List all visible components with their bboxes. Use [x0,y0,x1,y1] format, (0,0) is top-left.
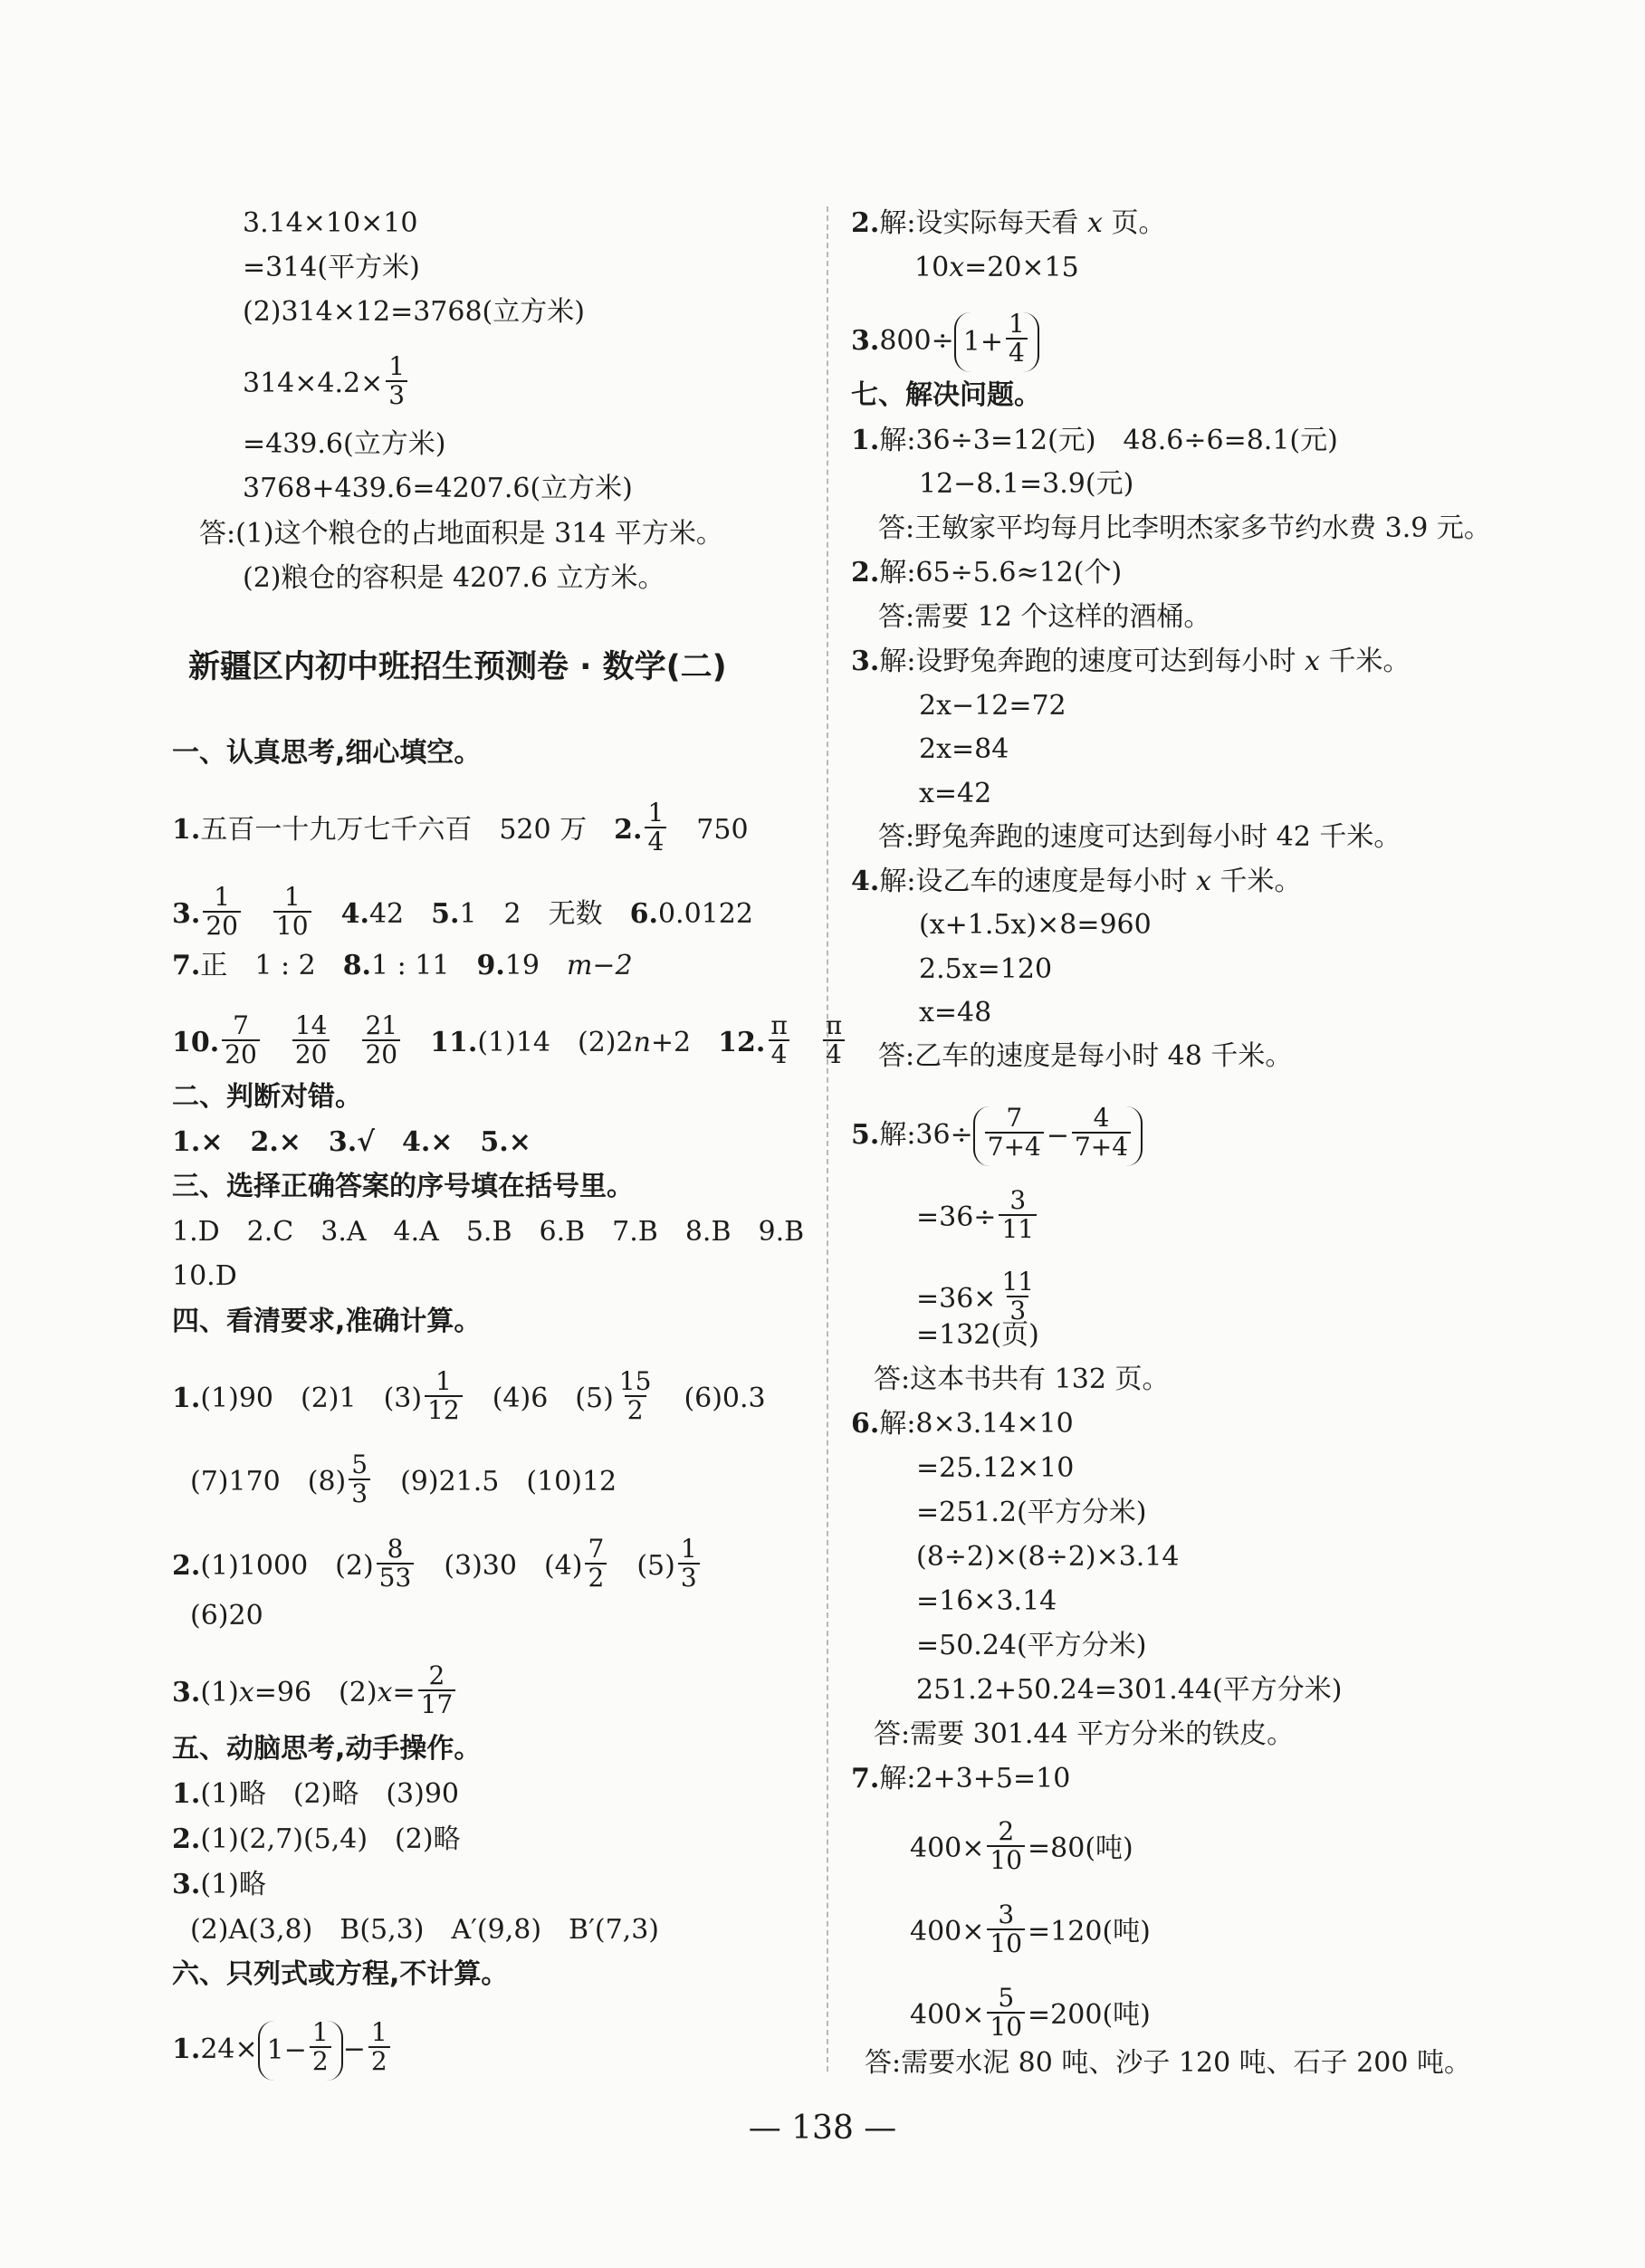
answer-line: 答:需要 12 个这样的酒桶。 [878,601,1211,633]
calc-line: 3.14×10×10 [243,207,418,239]
answer-row: 2.(1)1000 (2) $\frac{8}{53}$ (3)30 (4) $\frac{7}{2}$ (5) $\frac{1}{3}$ [172,1539,703,1595]
calc-line: (2)314×12=3768(立方米) [243,296,585,328]
calc-line: (8÷2)×(8÷2)×3.14 [916,1541,1180,1573]
answer-row: 3. $\frac{1}{20}$ $\frac{1}{10}$ 4.42 5.1 2 无数 6.0.0122 [172,882,753,941]
answer-line: 答:需要水泥 80 吨、沙子 120 吨、石子 200 吨。 [865,2047,1472,2079]
answer-row: (2)A(3,8) B(5,3) A′(9,8) B′(7,3) [190,1914,660,1946]
calc-line-fraction: =36× $\frac{11}{3}$ [916,1267,1035,1325]
section-heading: 二、判断对错。 [172,1081,362,1113]
answer-row: 1.D 2.C 3.A 4.A 5.B 6.B 7.B 8.B 9.B [172,1216,805,1248]
answer-row: 1.(1)略 (2)略 (3)90 [172,1778,459,1810]
section-heading: 一、认真思考,细心填空。 [172,737,482,769]
answer-row: 10. $\frac{7}{20}$ $\frac{14}{20}$ $\frac{21}{20}$ 11.(1)14 (2)2n+2 12. $\frac{\pi}{4}$ $\frac{\pi}{4}$ [172,1016,847,1072]
calc-line: 10x=20×15 [914,252,1079,283]
answer-row: 1.× 2.× 3.√ 4.× 5.× [172,1126,531,1158]
answer-row: 7.解:2+3+5=10 [851,1763,1071,1794]
calc-line-fraction: 400× $\frac{3}{10}$ =120(吨) [910,1900,1151,1958]
answer-line: 答:乙车的速度是每小时 48 千米。 [878,1040,1293,1072]
calc-line: =439.6(立方米) [243,428,446,460]
answer-line: (2)粮仓的容积是 4207.6 立方米。 [243,562,665,594]
answer-line: 答:野兔奔跑的速度可达到每小时 42 千米。 [878,821,1401,853]
answer-row: 1.解:36÷3=12(元) 48.6÷6=8.1(元) [851,425,1338,456]
answer-row: 3.800÷ 1+ $\frac{1}{4}$ [851,312,1039,372]
answer-row: (7)170 (8) $\frac{5}{3}$ (9)21.5 (10)12 [190,1450,617,1508]
calc-line: 3768+439.6=4207.6(立方米) [243,473,633,504]
answer-line: 答:王敏家平均每月比李明杰家多节约水费 3.9 元。 [878,512,1491,544]
section-heading: 四、看清要求,准确计算。 [172,1306,482,1337]
answer-row: 4.解:设乙车的速度是每小时 x 千米。 [851,866,1302,897]
answer-line: 答:(1)这个粮仓的占地面积是 314 平方米。 [199,518,723,550]
answer-row: 1.24× 1− $\frac{1}{2}$ − $\frac{1}{2}$ [172,2021,393,2081]
calc-line: 2x−12=72 [919,690,1066,722]
calc-line: 251.2+50.24=301.44(平方分米) [916,1674,1343,1706]
answer-row: (6)20 [190,1600,263,1632]
answer-line: 答:这本书共有 132 页。 [874,1364,1170,1395]
exam-title: 新疆区内初中班招生预测卷 · 数学(二) [188,649,727,685]
calc-line-fraction: 400× $\frac{5}{10}$ =200(吨) [910,1983,1151,2042]
answer-row: 6.解:8×3.14×10 [851,1408,1074,1440]
calc-line-fraction: 400× $\frac{2}{10}$ =80(吨) [910,1816,1133,1875]
calc-line-fraction: =36÷ $\frac{3}{11}$ [916,1191,1039,1247]
calc-line-fraction: 314×4.2× $\frac{1}{3}$ [243,357,410,413]
section-heading: 三、选择正确答案的序号填在括号里。 [172,1171,634,1202]
answer-row: 2.解:设实际每天看 x 页。 [851,207,1166,239]
page-number: — 138 — [748,2110,897,2147]
answer-row: 3.(1)略 [172,1869,266,1900]
section-heading: 五、动脑思考,动手操作。 [172,1733,482,1765]
calc-line: =314(平方米) [243,252,420,283]
calc-line: =132(页) [916,1319,1039,1351]
calc-line: =251.2(平方分米) [916,1497,1147,1528]
calc-line: 12−8.1=3.9(元) [919,468,1134,500]
section-heading: 六、只列式或方程,不计算。 [172,1958,509,1990]
calc-line: =16×3.14 [916,1585,1057,1617]
answer-row: 5.解:36÷ 7 7+4 − $\frac{4}{7+4}$ [851,1106,1143,1166]
calc-line: =25.12×10 [916,1452,1075,1484]
answer-line: 答:需要 301.44 平方分米的铁皮。 [874,1718,1295,1750]
answer-row: 3.(1)x=96 (2)x= $\frac{2}{17}$ [172,1666,458,1722]
answer-row: 1.(1)90 (2)1 (3) $\frac{1}{12}$ (4)6 (5) $\frac{15}{2}$ (6)0.3 [172,1366,766,1425]
column-divider [827,206,828,2072]
calc-line: x=42 [919,778,992,809]
answer-row: 7.正 1 : 2 8.1 : 11 9.19 m−2 [172,950,633,981]
calc-line: (x+1.5x)×8=960 [919,909,1152,941]
answer-row: 1.五百一十九万七千六百 520 万 2. $\frac{1}{4}$ 750 [172,798,749,856]
calc-line: 2x=84 [919,733,1009,765]
calc-line: =50.24(平方分米) [916,1630,1147,1661]
section-heading: 七、解决问题。 [851,379,1041,411]
calc-line: x=48 [919,997,992,1029]
answer-row: 3.解:设野兔奔跑的速度可达到每小时 x 千米。 [851,646,1411,677]
answer-row: 10.D [172,1260,237,1292]
answer-row: 2.解:65÷5.6≈12(个) [851,557,1123,589]
answer-row: 2.(1)(2,7)(5,4) (2)略 [172,1823,461,1855]
calc-line: 2.5x=120 [919,953,1053,985]
